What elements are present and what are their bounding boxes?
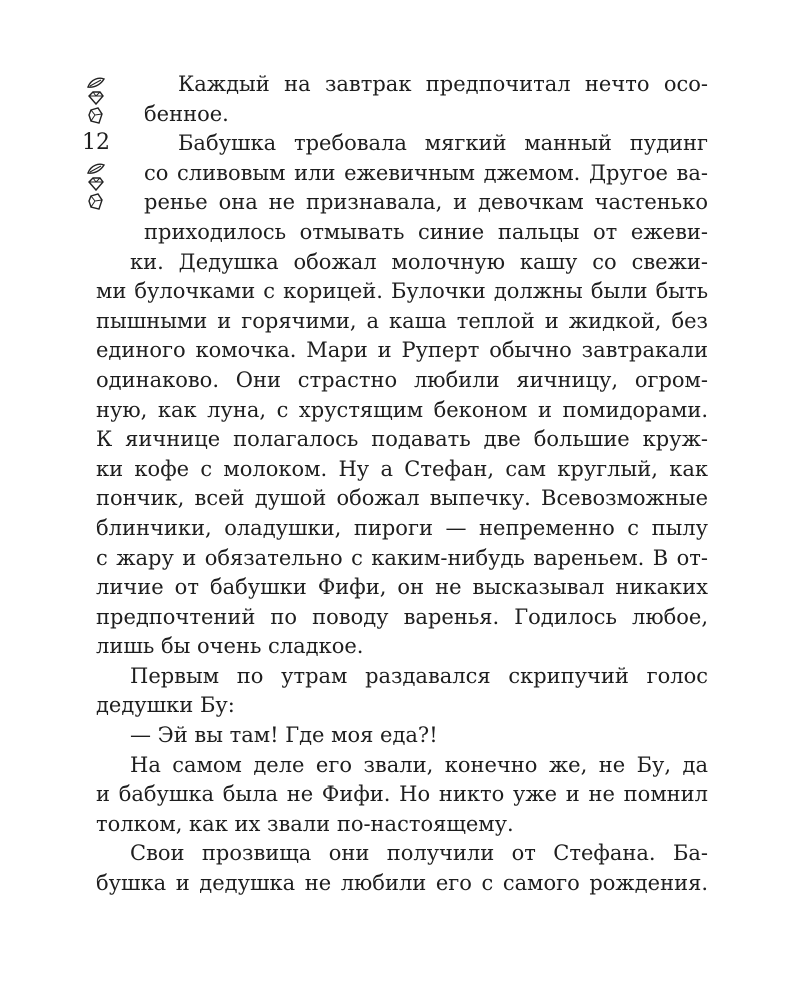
text-line: К яичнице полагалось подавать две большие круж- [96,427,708,452]
text-line: дедушки Бу: [96,693,235,718]
text-line: личие от бабушки Фифи, он не высказывал никаких [96,575,708,600]
text-line: и бабушка была не Фифи. Но никто уже и не помнил [96,782,708,807]
text-line: Первым по утрам раздавался скрипучий голос [130,663,708,688]
text-line: Бабушка требовала мягкий манный пудинг [178,131,708,156]
text-line: толком, как их звали по-настоящему. [96,811,514,836]
text-line: блинчики, оладушки, пироги — непременно с пылу [96,515,708,540]
text-line: со сливовым или ежевичным джемом. Другое ва- [144,160,708,185]
text-line: одинаково. Они страстно любили яичницу, огром- [96,367,708,392]
text-line: предпочтений по поводу варенья. Годилось любое, [96,604,708,629]
text-line: бенное. [144,101,229,126]
text-line: лишь бы очень сладкое. [96,634,364,659]
text-line: с жару и обязательно с каким-нибудь вареньем. В от- [96,545,708,570]
page-body-text [96,70,708,899]
text-line: ки. Дедушка обожал молочную кашу со свежи- [130,249,708,274]
text-line: приходилось отмывать синие пальцы от ежеви- [144,219,708,244]
text-line: ми булочками с корицей. Булочки должны были быть [96,279,708,304]
text-line: ную, как луна, с хрустящим беконом и помидорами. [96,397,708,422]
text-line: пончик, всей душой обожал выпечку. Всевозможные [96,486,708,511]
text-line: бушка и дедушка не любили его с самого рождения. [96,871,708,896]
text-line: Каждый на завтрак предпочитал нечто осо- [178,72,708,96]
text-line: ки кофе с молоком. Ну а Стефан, сам круглый, как [96,456,708,481]
text-line: пышными и горячими, а каша теплой и жидкой, без [96,308,708,333]
text-line: На самом деле его звали, конечно же, не Бу, да [130,752,708,777]
text-line: ренье она не признавала, и девочкам частенько [144,190,708,215]
text-line: единого комочка. Мари и Руперт обычно завтракали [96,338,708,363]
page-number: 12 [82,130,110,155]
text-line: Свои прозвища они получили от Стефана. Ба- [130,841,708,866]
text-line: — Эй вы там! Где моя еда?! [130,723,438,748]
